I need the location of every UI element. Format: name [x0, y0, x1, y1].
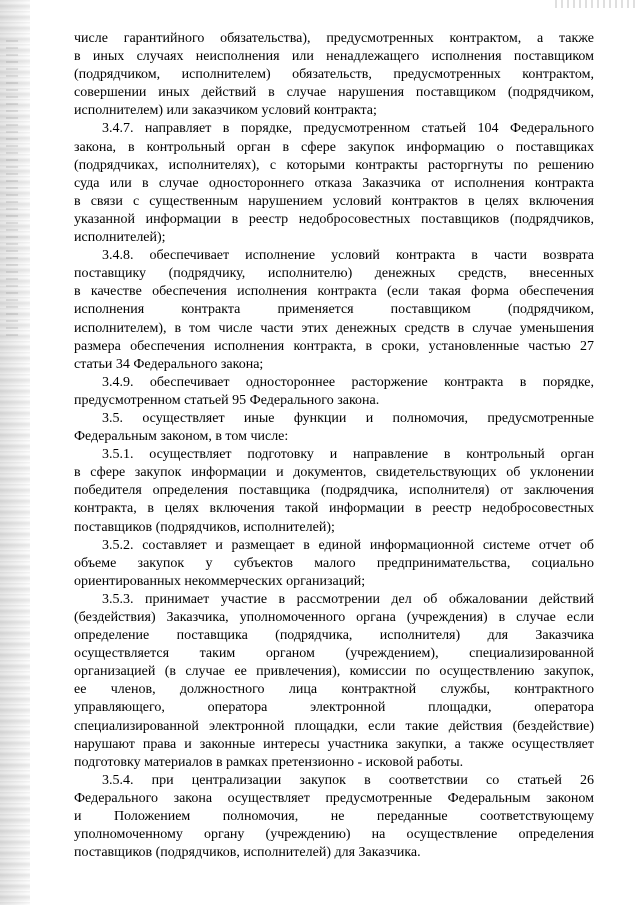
text-line: 3.5.1. осуществляет подготовку и направление в контрольный орган [102, 447, 594, 463]
text-line: (подрядчиком, исполнителем) обязательств, предусмотренных контрактом, [74, 67, 594, 83]
text-line: 3.4.8. обеспечивает исполнение условий контракта в части возврата [102, 248, 594, 264]
text-line: контракта, в целях включения такой информации в реестр недобросовестных [74, 501, 594, 517]
text-line: (бездействия) Заказчика, уполномоченного органа (учреждения) в случае если [74, 610, 594, 625]
text-line: исполнения контракта применяется поставщиком (подрядчиком, [74, 302, 594, 318]
text-line: подготовку материалов в рамках претензионно - исковой работы. [74, 754, 464, 770]
document-body [74, 30, 594, 862]
text-line: поставщиков (подрядчиков, исполнителей) для Заказчика. [74, 845, 421, 861]
text-line: победителя определения поставщика (подрядчика, исполнителя) от заключения [74, 483, 594, 499]
text-line: 3.4.9. обеспечивает одностороннее расторжение контракта в порядке, [102, 374, 594, 390]
text-line: в сфере закупок информации и документов, свидетельствующих об уклонении [74, 465, 594, 481]
text-line: уполномоченному органу (учреждению) на осуществление определения [74, 827, 594, 843]
text-line: в связи с существенным нарушением условий контрактов в целях включения [74, 193, 594, 209]
text-line: предусмотренном статьей 95 Федерального закона. [74, 392, 380, 408]
text-line: статьи 34 Федерального закона; [74, 356, 264, 372]
text-line: ориентированных некоммерческих организаций; [74, 573, 366, 589]
text-line: в качестве обеспечения исполнения контракта (если такая форма обеспечения [74, 284, 594, 300]
text-line: суда или в случае одностороннего отказа Заказчика от исполнения контракта [74, 175, 594, 191]
text-line: 3.5. осуществляет иные функции и полномочия, предусмотренные [102, 410, 594, 426]
text-line: исполнителем), в том числе части этих денежных средств в случае уменьшения [74, 320, 594, 336]
text-line: управляющего, оператора электронной площадки, оператора [74, 700, 594, 716]
text-line: исполнителем) или заказчиком условий контракта; [74, 103, 377, 119]
text-line: 3.5.3. принимает участие в рассмотрении дел об обжаловании действий [102, 591, 594, 607]
text-line: Федерального закона осуществляет предусмотренные Федеральным законом [74, 790, 594, 806]
text-line: ее членов, должностного лица контрактной службы, контрактного [74, 682, 594, 698]
text-line: поставщиков (подрядчиков, исполнителей); [74, 519, 335, 535]
text-line: организацией (в случае ее привлечения), комиссии по осуществлению закупок, [74, 664, 594, 680]
scan-edge-artifact [0, 0, 30, 905]
text-line: в иных случаях неисполнения или ненадлежащего исполнения поставщиком [74, 49, 594, 65]
text-line: и Положением полномочия, не переданные соответствующему [74, 809, 594, 825]
scan-top-artifact [555, 0, 635, 8]
text-line: 3.5.2. составляет и размещает в единой информационной системе отчет об [102, 537, 594, 553]
text-line: поставщику (подрядчику, исполнителю) денежных средств, внесенных [74, 266, 594, 282]
text-line: 3.5.4. при централизации закупок в соответствии со статьей 26 [102, 772, 594, 788]
text-line: нарушают права и законные интересы участника закупки, а также осуществляет [74, 736, 594, 752]
text-line: (подрядчиках, исполнителях), с которыми контракты расторгнуты по решению [74, 157, 594, 173]
text-line: размера обеспечения исполнения контракта, в сроки, установленные частью 27 [74, 338, 594, 354]
text-line: исполнителей); [74, 230, 166, 246]
text-line: закона, в контрольный орган в сфере закупок информацию о поставщиках [74, 139, 594, 155]
text-line: Федеральным законом, в том числе: [74, 429, 289, 445]
text-line: числе гарантийного обязательства), предусмотренных контрактом, а также [74, 31, 594, 46]
text-line: 3.4.7. направляет в порядке, предусмотренном статьей 104 Федерального [102, 121, 594, 137]
text-line: указанной информации в реестр недобросовестных поставщиков (подрядчиков, [74, 211, 594, 227]
text-line: специализированной электронной площадки, если такие действия (бездействие) [74, 718, 594, 734]
text-line: осуществляется таким органом (учреждением), специализированной [74, 646, 594, 662]
text-line: совершении иных действий в случае нарушения поставщиком (подрядчиком, [74, 85, 594, 101]
text-line: определение поставщика (подрядчика, исполнителя) для Заказчика [74, 628, 594, 644]
text-line: объеме закупок у субъектов малого предпринимательства, социально [74, 555, 594, 571]
